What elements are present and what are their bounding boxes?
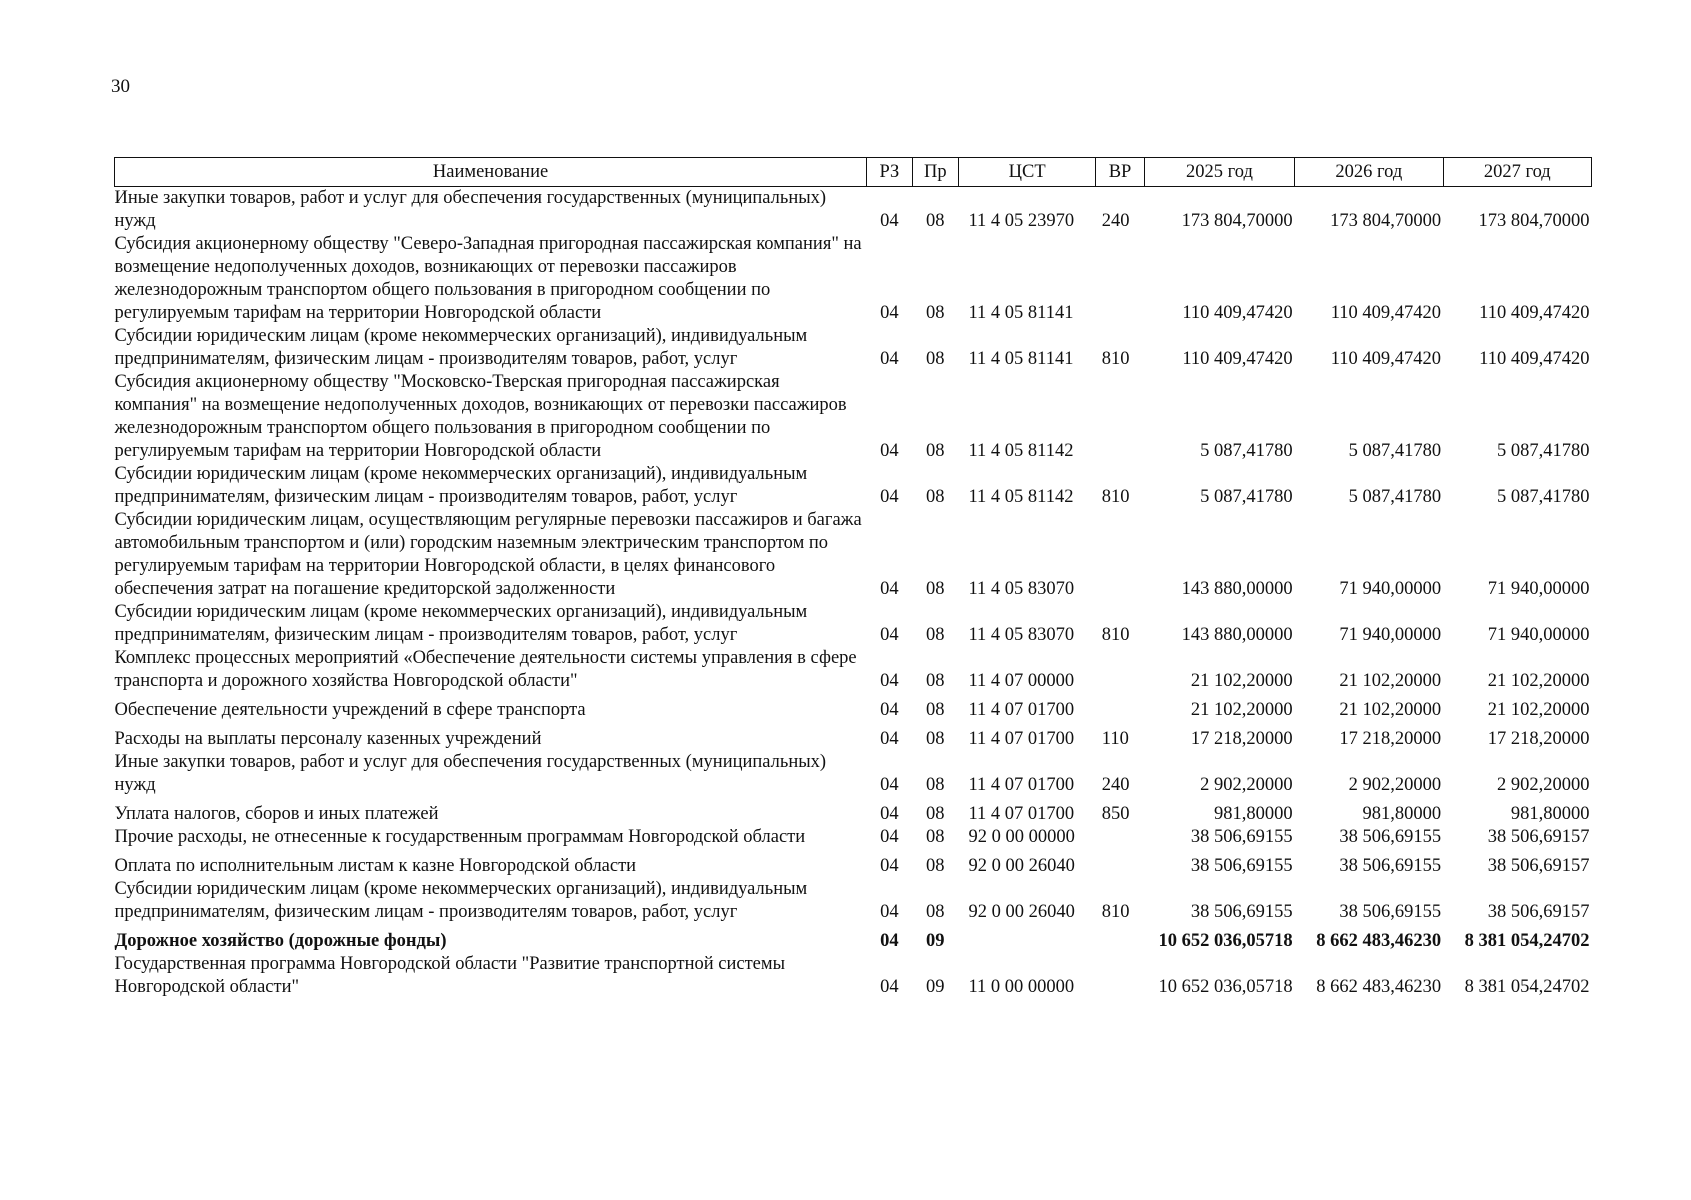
row-value-2025: 981,80000: [1214, 804, 1293, 824]
row-name: Субсидия акционерному обществу "Московско-Тверская пригородная пассажирская компания" на возмещение недополученных доходов, возникающих от перевозки пассажиров железнодорожным транспортом общего пользования в пригородном сообщении по регулируемым тарифам на территории Новгородской области: [114, 372, 847, 461]
row-rz: 04: [880, 349, 899, 369]
row-vr: 850: [1101, 804, 1130, 824]
row-value-2025: 5 087,41780: [1200, 441, 1293, 461]
row-rz: 04: [880, 579, 899, 599]
row-pr: 08: [926, 729, 945, 749]
row-value-2025: 21 102,20000: [1190, 700, 1293, 720]
row-name: Уплата налогов, сборов и иных платежей: [114, 804, 439, 824]
row-pr: 08: [926, 211, 945, 231]
row-vr: 240: [1101, 775, 1130, 795]
row-value-2027: 17 218,20000: [1487, 729, 1590, 749]
row-cst: 11 4 05 23970: [968, 211, 1075, 231]
header-cst: ЦСТ: [958, 158, 1095, 187]
row-value-2027: 71 940,00000: [1487, 625, 1590, 645]
row-value-2026: 71 940,00000: [1339, 625, 1442, 645]
budget-table: [114, 157, 1592, 999]
row-rz: 04: [880, 856, 899, 876]
table-body: [115, 187, 1592, 1000]
row-value-2027: 8 381 054,24702: [1464, 931, 1590, 951]
row-value-2027: 71 940,00000: [1487, 579, 1590, 599]
header-rz: РЗ: [867, 158, 912, 187]
row-value-2025: 38 506,69155: [1190, 827, 1293, 847]
row-vr: [1096, 693, 1144, 722]
page-number: 30: [111, 76, 130, 97]
table-row: [115, 924, 1592, 953]
row-value-2026: 5 087,41780: [1348, 487, 1442, 507]
row-vr: [1096, 953, 1144, 999]
table-row: [115, 826, 1592, 849]
row-rz: 04: [880, 729, 899, 749]
row-rz: 04: [880, 977, 899, 997]
row-rz: 04: [880, 625, 899, 645]
row-rz: 04: [880, 487, 899, 507]
row-cst: 11 4 05 81142: [968, 487, 1074, 507]
row-pr: 08: [926, 804, 945, 824]
row-cst: 11 4 07 01700: [968, 729, 1075, 749]
row-value-2025: 5 087,41780: [1200, 487, 1293, 507]
table-row: [115, 693, 1592, 722]
row-value-2027: 110 409,47420: [1479, 303, 1590, 323]
row-value-2027: 173 804,70000: [1478, 211, 1590, 231]
table-row: [115, 722, 1592, 751]
row-value-2027: 2 902,20000: [1497, 775, 1590, 795]
row-vr: 110: [1101, 729, 1129, 749]
row-value-2027: 21 102,20000: [1487, 700, 1590, 720]
header-vr: ВР: [1096, 158, 1144, 187]
row-value-2027: 38 506,69157: [1487, 827, 1590, 847]
table-row: [115, 647, 1592, 693]
row-value-2025: 10 652 036,05718: [1158, 977, 1293, 997]
row-value-2026: 17 218,20000: [1339, 729, 1442, 749]
row-value-2026: 38 506,69155: [1339, 827, 1442, 847]
row-value-2027: 110 409,47420: [1479, 349, 1590, 369]
row-value-2026: 21 102,20000: [1339, 671, 1442, 691]
row-vr: [1096, 826, 1144, 849]
table-row: [115, 325, 1592, 371]
row-cst: 11 4 07 01700: [968, 775, 1075, 795]
row-value-2026: 110 409,47420: [1330, 349, 1442, 369]
row-name: Комплекс процессных мероприятий «Обеспечение деятельности системы управления в сфере транспорта и дорожного хозяйства Новгородской области": [114, 648, 857, 691]
row-name: Субсидии юридическим лицам (кроме некоммерческих организаций), индивидуальным предпринимателям, физическим лицам - производителям товаров, работ, услуг: [114, 879, 808, 922]
row-value-2027: 5 087,41780: [1497, 441, 1590, 461]
row-pr: 08: [926, 349, 945, 369]
row-value-2026: 2 902,20000: [1348, 775, 1442, 795]
row-pr: 08: [926, 775, 945, 795]
row-pr: 08: [926, 303, 945, 323]
row-pr: 09: [926, 977, 945, 997]
row-value-2027: 981,80000: [1510, 804, 1590, 824]
row-vr: [1096, 509, 1144, 601]
table-row: [115, 751, 1592, 797]
row-rz: 04: [880, 303, 899, 323]
row-vr: [1096, 233, 1144, 325]
row-value-2026: 5 087,41780: [1348, 441, 1442, 461]
row-pr: 09: [926, 931, 945, 951]
row-cst: [958, 924, 1095, 953]
row-name: Иные закупки товаров, работ и услуг для обеспечения государственных (муниципальных) нужд: [114, 188, 827, 231]
row-value-2026: 110 409,47420: [1330, 303, 1442, 323]
row-value-2025: 143 880,00000: [1181, 625, 1293, 645]
row-rz: 04: [880, 700, 899, 720]
row-rz: 04: [880, 827, 899, 847]
row-value-2026: 8 662 483,46230: [1316, 931, 1442, 951]
row-value-2027: 5 087,41780: [1497, 487, 1590, 507]
row-rz: 04: [880, 902, 899, 922]
row-pr: 08: [926, 700, 945, 720]
table-row: [115, 797, 1592, 826]
row-name: Прочие расходы, не отнесенные к государственным программам Новгородской области: [114, 827, 806, 847]
row-rz: 04: [880, 671, 899, 691]
row-cst: 92 0 00 26040: [968, 856, 1075, 876]
row-vr: 810: [1101, 625, 1130, 645]
row-value-2025: 38 506,69155: [1190, 856, 1293, 876]
table-row: [115, 878, 1592, 924]
row-vr: 810: [1101, 349, 1130, 369]
header-name: Наименование: [115, 158, 867, 187]
row-pr: 08: [926, 487, 945, 507]
row-cst: 11 4 05 81141: [968, 303, 1074, 323]
table-row: [115, 463, 1592, 509]
row-vr: 240: [1101, 211, 1130, 231]
row-value-2026: 38 506,69155: [1339, 856, 1442, 876]
row-vr: 810: [1101, 902, 1130, 922]
row-name: Обеспечение деятельности учреждений в сфере транспорта: [114, 700, 586, 720]
row-pr: 08: [926, 902, 945, 922]
row-name: Государственная программа Новгородской области "Развитие транспортной системы Новгородской области": [114, 954, 786, 997]
header-2026: 2026 год: [1295, 158, 1443, 187]
row-name: Субсидии юридическим лицам (кроме некоммерческих организаций), индивидуальным предпринимателям, физическим лицам - производителям товаров, работ, услуг: [114, 464, 808, 507]
row-value-2027: 21 102,20000: [1487, 671, 1590, 691]
row-name: Иные закупки товаров, работ и услуг для обеспечения государственных (муниципальных) нужд: [114, 752, 827, 795]
row-name: Субсидия акционерному обществу "Северо-Западная пригородная пассажирская компания" на возмещение недополученных доходов, возникающих от перевозки пассажиров железнодорожным транспортом общего пользования в пригородном сообщении по регулируемым тарифам на территории Новгородской области: [114, 234, 862, 323]
row-vr: [1096, 647, 1144, 693]
row-name: Дорожное хозяйство (дорожные фонды): [114, 931, 447, 951]
row-value-2026: 38 506,69155: [1339, 902, 1442, 922]
row-pr: 08: [926, 856, 945, 876]
row-rz: 04: [880, 804, 899, 824]
row-rz: 04: [880, 441, 899, 461]
table-row: [115, 953, 1592, 999]
row-value-2026: 71 940,00000: [1339, 579, 1442, 599]
row-value-2026: 981,80000: [1362, 804, 1442, 824]
row-cst: 92 0 00 00000: [968, 827, 1075, 847]
row-value-2027: 38 506,69157: [1487, 856, 1590, 876]
row-value-2027: 38 506,69157: [1487, 902, 1590, 922]
row-pr: 08: [926, 671, 945, 691]
row-cst: 11 4 05 81141: [968, 349, 1074, 369]
row-rz: 04: [880, 211, 899, 231]
row-cst: 11 4 05 81142: [968, 441, 1074, 461]
row-value-2026: 8 662 483,46230: [1316, 977, 1442, 997]
row-name: Субсидии юридическим лицам, осуществляющим регулярные перевозки пассажиров и багажа автомобильным транспортом и (или) городским наземным электрическим транспортом по регулируемым тарифам на территории Новгородской области, в целях финансового обеспечения затрат на погашение кредиторской задолженности: [114, 510, 862, 599]
table-row: [115, 371, 1592, 463]
table-row: [115, 601, 1592, 647]
row-pr: 08: [926, 827, 945, 847]
row-value-2025: 21 102,20000: [1190, 671, 1293, 691]
row-pr: 08: [926, 625, 945, 645]
row-name: Субсидии юридическим лицам (кроме некоммерческих организаций), индивидуальным предпринимателям, физическим лицам - производителям товаров, работ, услуг: [114, 602, 808, 645]
table-row: [115, 233, 1592, 325]
row-value-2027: 8 381 054,24702: [1464, 977, 1590, 997]
header-2027: 2027 год: [1443, 158, 1591, 187]
row-cst: 11 4 07 01700: [968, 700, 1075, 720]
row-cst: 11 0 00 00000: [968, 977, 1075, 997]
row-value-2025: 173 804,70000: [1181, 211, 1293, 231]
row-value-2025: 10 652 036,05718: [1158, 931, 1293, 951]
row-value-2025: 110 409,47420: [1182, 303, 1293, 323]
row-vr: 810: [1101, 487, 1130, 507]
row-rz: 04: [880, 775, 899, 795]
row-value-2026: 21 102,20000: [1339, 700, 1442, 720]
row-value-2026: 173 804,70000: [1330, 211, 1442, 231]
row-pr: 08: [926, 441, 945, 461]
row-value-2025: 143 880,00000: [1181, 579, 1293, 599]
row-cst: 92 0 00 26040: [968, 902, 1075, 922]
row-value-2025: 2 902,20000: [1200, 775, 1293, 795]
row-vr: [1096, 371, 1144, 463]
row-name: Оплата по исполнительным листам к казне Новгородской области: [114, 856, 637, 876]
row-pr: 08: [926, 579, 945, 599]
table-row: [115, 849, 1592, 878]
row-vr: [1096, 924, 1144, 953]
row-value-2025: 17 218,20000: [1190, 729, 1293, 749]
header-pr: Пр: [912, 158, 958, 187]
row-cst: 11 4 05 83070: [968, 579, 1075, 599]
table-row: [115, 187, 1592, 234]
row-cst: 11 4 05 83070: [968, 625, 1075, 645]
row-value-2025: 38 506,69155: [1190, 902, 1293, 922]
row-cst: 11 4 07 01700: [968, 804, 1075, 824]
row-vr: [1096, 849, 1144, 878]
row-name: Расходы на выплаты персоналу казенных учреждений: [114, 729, 542, 749]
header-2025: 2025 год: [1144, 158, 1294, 187]
row-value-2025: 110 409,47420: [1182, 349, 1293, 369]
table-header-row: [115, 158, 1592, 187]
table-row: [115, 509, 1592, 601]
row-rz: 04: [880, 931, 899, 951]
row-cst: 11 4 07 00000: [968, 671, 1075, 691]
row-name: Субсидии юридическим лицам (кроме некоммерческих организаций), индивидуальным предпринимателям, физическим лицам - производителям товаров, работ, услуг: [114, 326, 808, 369]
